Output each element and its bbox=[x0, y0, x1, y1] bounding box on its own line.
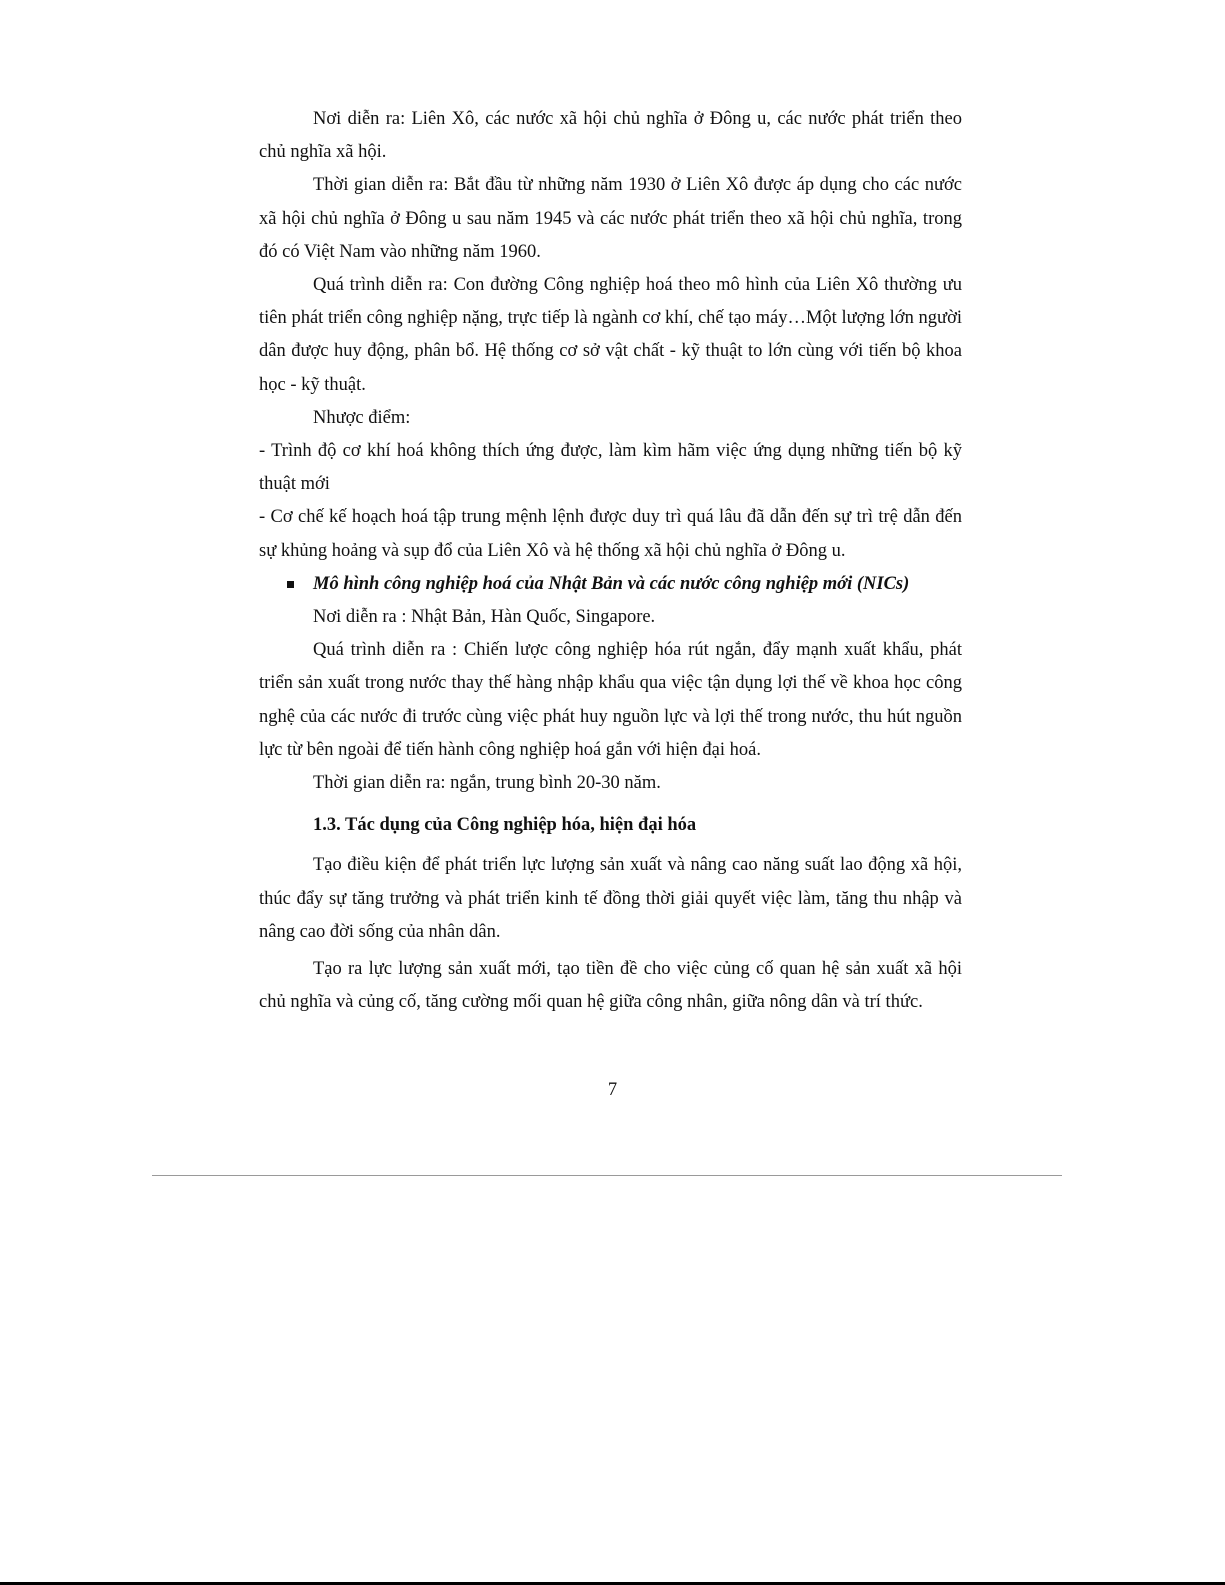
paragraph-location-japan: Nơi diễn ra : Nhật Bản, Hàn Quốc, Singapore. bbox=[313, 607, 656, 628]
paragraph-disadvantages-label: Nhược điểm: bbox=[313, 407, 411, 428]
bullet-heading-text: Mô hình công nghiệp hoá của Nhật Bản và các nước công nghiệp mới (NICs) bbox=[313, 573, 910, 594]
disadvantage-item-2: - Cơ chế kế hoạch hoá tập trung mệnh lệnh được duy trì quá lâu đã dẫn đến sự trì trệ dẫn đến sự khủng hoảng và sụp đổ của Liên Xô và hệ thống xã hội chủ nghĩa ở Đông u. bbox=[259, 507, 962, 561]
bullet-heading-japan-nics bbox=[259, 568, 962, 601]
page-divider bbox=[152, 1175, 1062, 1176]
section-heading: 1.3. Tác dụng của Công nghiệp hóa, hiện đại hóa bbox=[313, 815, 697, 836]
paragraph-location-soviet: Nơi diễn ra: Liên Xô, các nước xã hội chủ nghĩa ở Đông u, các nước phát triển theo chủ nghĩa xã hội. bbox=[259, 109, 962, 163]
disadvantage-item-1: - Trình độ cơ khí hoá không thích ứng được, làm kìm hãm việc ứng dụng những tiến bộ kỹ thuật mới bbox=[259, 441, 962, 495]
paragraph-effect-2: Tạo ra lực lượng sản xuất mới, tạo tiền đề cho việc củng cố quan hệ sản xuất xã hội chủ nghĩa và củng cố, tăng cường mối quan hệ giữa công nhân, giữa nông dân và trí thức. bbox=[259, 959, 962, 1013]
paragraph-effect-1: Tạo điều kiện để phát triển lực lượng sản xuất và nâng cao năng suất lao động xã hội, thúc đẩy sự tăng trưởng và phát triển kinh tế đồng thời giải quyết việc làm, tăng thu nhập và nâng cao đời sống của nhân dân. bbox=[259, 855, 962, 942]
document-body bbox=[259, 103, 962, 1019]
paragraph-time-japan: Thời gian diễn ra: ngắn, trung bình 20-30 năm. bbox=[313, 773, 661, 794]
paragraph-process-soviet: Quá trình diễn ra: Con đường Công nghiệp hoá theo mô hình của Liên Xô thường ưu tiên phát triển công nghiệp nặng, trực tiếp là ngành cơ khí, chế tạo máy…Một lượng lớn người dân được huy động, phân bổ. Hệ thống cơ sở vật chất - kỹ thuật to lớn cùng với tiến bộ khoa học - kỹ thuật. bbox=[259, 275, 962, 395]
square-bullet-icon bbox=[287, 581, 294, 588]
paragraph-time-soviet: Thời gian diễn ra: Bắt đầu từ những năm 1930 ở Liên Xô được áp dụng cho các nước xã hội chủ nghĩa ở Đông u sau năm 1945 và các nước phát triển theo xã hội chủ nghĩa, trong đó có Việt Nam vào những năm 1960. bbox=[259, 175, 962, 262]
paragraph-process-japan: Quá trình diễn ra : Chiến lược công nghiệp hóa rút ngắn, đẩy mạnh xuất khẩu, phát triển sản xuất trong nước thay thế hàng nhập khẩu qua việc tận dụng lợi thế về khoa học công nghệ của các nước đi trước cùng việc phát huy nguồn lực và lợi thế trong nước, thu hút nguồn lực từ bên ngoài để tiến hành công nghiệp hoá gắn với hiện đại hoá. bbox=[259, 640, 962, 760]
page-number: 7 bbox=[607, 1080, 618, 1100]
